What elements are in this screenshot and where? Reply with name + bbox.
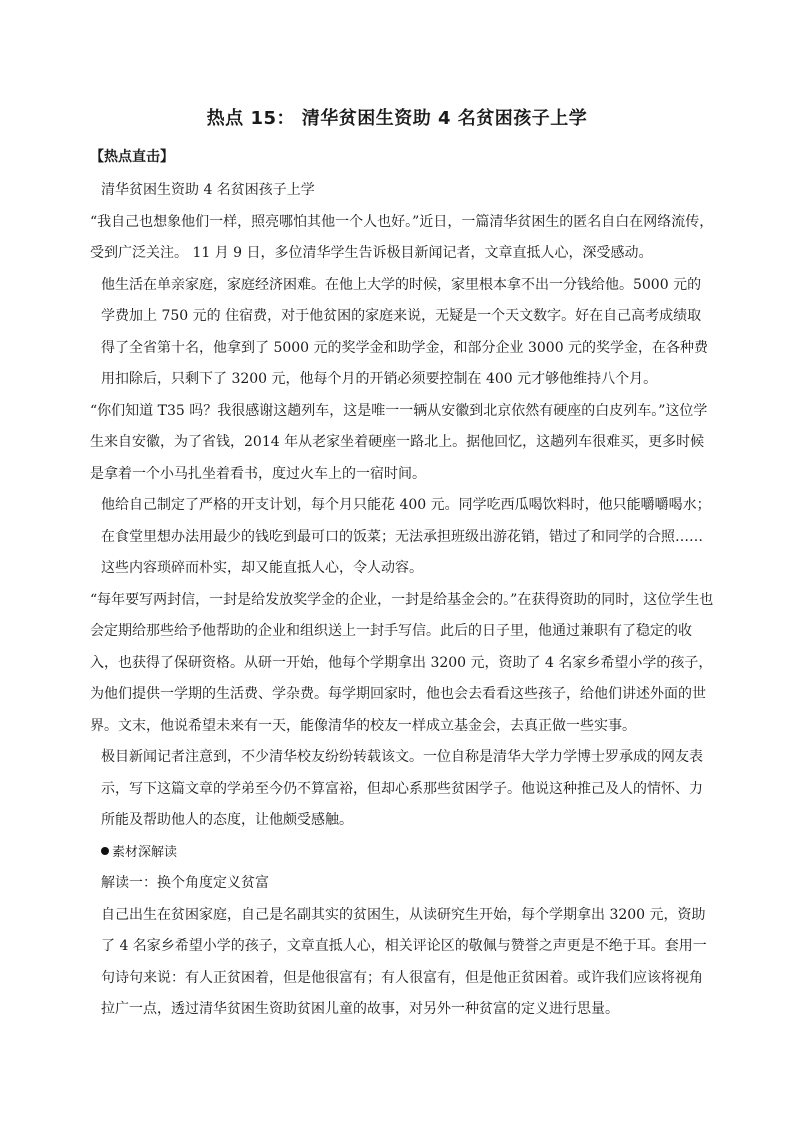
interpretation-heading: 解读一：换个角度定义贫富 xyxy=(101,875,269,891)
paragraph-5: “每年要写两封信，一封是给发放奖学金的企业，一封是给基金会的。”在获得资助的同时，这位学生也会定期给那些给予他帮助的企业和组织送上一封手写信。此后的日子里，他通过兼职有了稳定的收入，也获得了保研资格。从研一开始，他每个学期拿出 3200 元，资助了 4 名家乡希望小学的孩子，为他们提供一学期的生活费、学杂费。每学期回家时，他也会去看看这些孩子，给他们讲述外面的世界。文末，他说希望未来有一天，能像清华的校友一样成立基金会，去真正做一些实事。 xyxy=(90,591,714,734)
article-subtitle: 清华贫困生资助 4 名贫困孩子上学 xyxy=(101,182,315,198)
page-title: 热点 15： 清华贫困生资助 4 名贫困孩子上学 xyxy=(206,108,588,129)
article-body xyxy=(90,175,715,1026)
paragraph-1: “我自己也想象他们一样，照亮哪怕其他一个人也好。”近日，一篇清华贫困生的匿名自白在网络流传，受到广泛关注。 11 月 9 日，多位清华学生告诉极目新闻记者，文章直抵人心，深受感动。 xyxy=(90,213,714,261)
material-heading: 素材深解读 xyxy=(101,837,715,869)
interpretation-paragraph: 自己出生在贫困家庭，自己是名副其实的贫困生，从读研究生开始，每个学期拿出 3200 元，资助了 4 名家乡希望小学的孩子，文章直抵人心，相关评论区的敬佩与赞誉之声更是不绝于耳。套用一句诗句来说：有人正贫困着，但是他很富有；有人很富有，但是他正贫困着。或许我们应该将视角拉广一点，透过清华贫困生资助贫困儿童的故事，对另外一种贫富的定义进行思量。 xyxy=(101,906,707,1017)
bullet-icon xyxy=(101,847,109,855)
paragraph-3: “你们知道 T35 吗？我很感谢这趟列车，这是唯一一辆从安徽到北京依然有硬座的白皮列车。”这位学生来自安徽，为了省钱，2014 年从老家坐着硬座一路北上。据他回忆，这趟列车很难买，更多时候是拿着一个小马扎坐着看书，度过火车上的一宿时间。 xyxy=(90,402,708,482)
paragraph-4: 他给自己制定了严格的开支计划，每个月只能花 400 元。同学吃西瓜喝饮料时，他只能嚼嚼喝水；在食堂里想办法用最少的钱吃到最可口的饭菜；无法承担班级出游花销，错过了和同学的合照…… 这些内容琐碎而朴实，却又能直抵人心，令人动容。 xyxy=(101,497,711,576)
paragraph-2: 他生活在单亲家庭，家庭经济困难。在他上大学的时候，家里根本拿不出一分钱给他。5000 元的学费加上 750 元的 住宿费，对于他贫困的家庭来说，无疑是一个天文数字。好在自己高考成绩取得了全省第十名，他拿到了 5000 元的奖学金和助学金，和部分企业 3000 元的奖学金，在各种费用扣除后，只剩下了 3200 元，他每个月的开销必须要控制在 400 元才够他维持八个月。 xyxy=(101,276,709,387)
section-tag-hot-topic: 【热点直击】 xyxy=(90,149,174,165)
paragraph-6: 极目新闻记者注意到，不少清华校友纷纷转载该文。一位自称是清华大学力学博士罗承成的网友表示，写下这篇文章的学弟至今仍不算富裕，但却心系那些贫困学子。他说这种推己及人的情怀、力所能及帮助他人的态度，让他颇受感触。 xyxy=(101,749,703,828)
